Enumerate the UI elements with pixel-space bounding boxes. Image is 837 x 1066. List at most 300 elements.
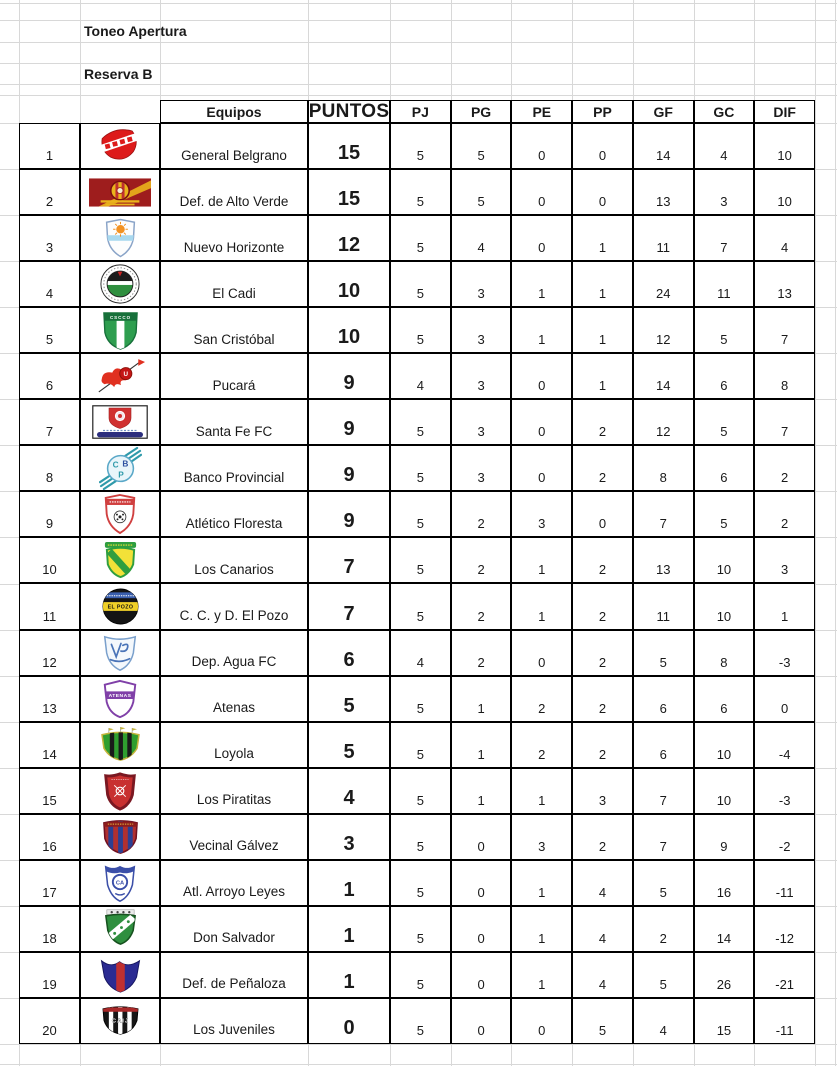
team-name: General Belgrano: [181, 147, 287, 163]
stat-value: -11: [775, 1022, 794, 1038]
team-logo-cell[interactable]: [80, 491, 160, 537]
stat-cell-pg[interactable]: [451, 906, 512, 952]
position-cell[interactable]: [19, 630, 80, 676]
stat-cell-gf[interactable]: [633, 906, 694, 952]
stat-cell-pe[interactable]: [511, 123, 572, 169]
stat-cell-pe[interactable]: [511, 261, 572, 307]
stat-cell-pg[interactable]: [451, 676, 512, 722]
stat-cell-dif[interactable]: [754, 998, 815, 1044]
position-cell[interactable]: [19, 123, 80, 169]
team-name-cell[interactable]: [160, 952, 308, 998]
stat-cell-pp[interactable]: [572, 445, 633, 491]
stat-cell-pe[interactable]: [511, 215, 572, 261]
stat-cell-dif[interactable]: [754, 814, 815, 860]
team-logo-cell[interactable]: [80, 215, 160, 261]
team-name: Los Canarios: [194, 561, 274, 577]
header-equipos[interactable]: Equipos: [160, 100, 308, 123]
stat-cell-gc[interactable]: [694, 215, 755, 261]
stat-cell-pp[interactable]: [572, 353, 633, 399]
stat-cell-pp[interactable]: [572, 768, 633, 814]
team-logo-cell[interactable]: [80, 169, 160, 215]
stat-cell-gc[interactable]: [694, 353, 755, 399]
stat-cell-pe[interactable]: [511, 445, 572, 491]
gridline-h: [0, 3, 837, 4]
stat-value: 8: [659, 470, 667, 486]
team-name-cell[interactable]: [160, 307, 308, 353]
stat-cell-pj[interactable]: [390, 906, 451, 952]
stat-cell-dif[interactable]: [754, 445, 815, 491]
stat-cell-gc[interactable]: [694, 537, 755, 583]
team-logo-cell[interactable]: [80, 860, 160, 906]
position-cell[interactable]: [19, 169, 80, 215]
team-name-cell[interactable]: [160, 998, 308, 1044]
division-title-cell[interactable]: Reserva B: [84, 65, 153, 82]
stat-cell-gf[interactable]: [633, 123, 694, 169]
stat-cell-pp[interactable]: [572, 123, 633, 169]
team-logo-elcadi: [99, 263, 141, 305]
puntos-cell[interactable]: [308, 722, 390, 768]
stat-cell-pj[interactable]: [390, 814, 451, 860]
stat-value: 5: [416, 930, 424, 946]
svg-text:CAIJ: CAIJ: [111, 1018, 129, 1025]
stat-cell-gf[interactable]: [633, 307, 694, 353]
stat-value: 7: [781, 424, 789, 440]
team-logo-cell[interactable]: [80, 399, 160, 445]
stat-cell-pe[interactable]: [511, 583, 572, 629]
stat-cell-pj[interactable]: [390, 768, 451, 814]
puntos-cell[interactable]: [308, 860, 390, 906]
stat-value: 1: [538, 884, 546, 900]
team-logo-cell[interactable]: [80, 353, 160, 399]
team-name: Los Piratitas: [196, 792, 272, 808]
stat-cell-pg[interactable]: [451, 998, 512, 1044]
puntos-value: 15: [337, 188, 361, 211]
stat-cell-gf[interactable]: [633, 630, 694, 676]
team-name: Atenas: [212, 700, 256, 716]
stat-cell-pp[interactable]: [572, 169, 633, 215]
team-logo-cell[interactable]: [80, 814, 160, 860]
stat-cell-pj[interactable]: [390, 630, 451, 676]
header-gc[interactable]: GC: [694, 100, 755, 123]
team-logo-cell[interactable]: [80, 537, 160, 583]
team-name-cell[interactable]: [160, 860, 308, 906]
stat-cell-pj[interactable]: [390, 307, 451, 353]
team-name-cell[interactable]: [160, 630, 308, 676]
position-number: 9: [45, 516, 54, 532]
stat-cell-pg[interactable]: [451, 169, 512, 215]
stat-value: 5: [416, 424, 424, 440]
stat-value: 12: [655, 332, 671, 348]
stat-cell-pg[interactable]: [451, 583, 512, 629]
stat-cell-gf[interactable]: [633, 998, 694, 1044]
team-name-cell[interactable]: [160, 261, 308, 307]
stat-cell-pj[interactable]: [390, 399, 451, 445]
stat-value: 1: [538, 562, 546, 578]
team-logo-cell[interactable]: [80, 583, 160, 629]
team-name-cell[interactable]: [160, 768, 308, 814]
puntos-cell[interactable]: [308, 353, 390, 399]
stat-cell-pj[interactable]: [390, 353, 451, 399]
stat-cell-pj[interactable]: [390, 215, 451, 261]
stat-cell-pe[interactable]: [511, 998, 572, 1044]
stat-cell-gf[interactable]: [633, 722, 694, 768]
team-logo-atenas: [99, 679, 141, 719]
stat-cell-pj[interactable]: [390, 445, 451, 491]
stat-cell-pp[interactable]: [572, 399, 633, 445]
stat-cell-pg[interactable]: [451, 860, 512, 906]
standings-table: [19, 100, 815, 1044]
team-logo-cell[interactable]: [80, 998, 160, 1044]
position-cell[interactable]: [19, 952, 80, 998]
position-cell[interactable]: [19, 399, 80, 445]
position-cell[interactable]: [19, 676, 80, 722]
header-gf[interactable]: GF: [633, 100, 694, 123]
stat-cell-pj[interactable]: [390, 952, 451, 998]
stat-cell-gf[interactable]: [633, 583, 694, 629]
stat-cell-gf[interactable]: [633, 860, 694, 906]
position-cell[interactable]: [19, 998, 80, 1044]
stat-cell-pg[interactable]: [451, 537, 512, 583]
header-pg[interactable]: PG: [451, 100, 512, 123]
stat-cell-dif[interactable]: [754, 399, 815, 445]
team-logo-cell[interactable]: [80, 445, 160, 491]
stat-cell-dif[interactable]: [754, 860, 815, 906]
header-pe[interactable]: PE: [511, 100, 572, 123]
stat-cell-dif[interactable]: [754, 537, 815, 583]
stat-cell-pe[interactable]: [511, 906, 572, 952]
puntos-cell[interactable]: [308, 491, 390, 537]
stat-cell-dif[interactable]: [754, 583, 815, 629]
stat-cell-dif[interactable]: [754, 307, 815, 353]
stat-cell-pp[interactable]: [572, 630, 633, 676]
stat-cell-pg[interactable]: [451, 445, 512, 491]
stat-cell-dif[interactable]: [754, 215, 815, 261]
stat-cell-pg[interactable]: [451, 768, 512, 814]
stat-value: 2: [538, 700, 546, 716]
stat-cell-pj[interactable]: [390, 998, 451, 1044]
stat-cell-pp[interactable]: [572, 583, 633, 629]
stat-value: 13: [655, 562, 671, 578]
stat-value: 5: [416, 240, 424, 256]
stat-cell-gc[interactable]: [694, 906, 755, 952]
stat-cell-gc[interactable]: [694, 169, 755, 215]
puntos-cell[interactable]: [308, 261, 390, 307]
team-name: Def. de Alto Verde: [179, 193, 289, 209]
stat-cell-pp[interactable]: [572, 906, 633, 952]
stat-cell-gf[interactable]: [633, 814, 694, 860]
puntos-cell[interactable]: [308, 215, 390, 261]
team-name: El Cadi: [212, 285, 256, 301]
stat-value: 1: [477, 700, 485, 716]
stat-cell-gc[interactable]: [694, 307, 755, 353]
stat-cell-pe[interactable]: [511, 860, 572, 906]
stat-cell-pg[interactable]: [451, 399, 512, 445]
puntos-cell[interactable]: [308, 307, 390, 353]
position-cell[interactable]: [19, 445, 80, 491]
team-name: San Cristóbal: [193, 331, 275, 347]
stat-cell-gf[interactable]: [633, 491, 694, 537]
stat-cell-gc[interactable]: [694, 445, 755, 491]
stat-cell-dif[interactable]: [754, 676, 815, 722]
stat-cell-pg[interactable]: [451, 307, 512, 353]
stat-cell-pp[interactable]: [572, 998, 633, 1044]
puntos-cell[interactable]: [308, 537, 390, 583]
stat-cell-pp[interactable]: [572, 491, 633, 537]
stat-value: 2: [477, 654, 485, 670]
stat-cell-dif[interactable]: [754, 123, 815, 169]
stat-cell-dif[interactable]: [754, 169, 815, 215]
stat-value: 0: [538, 654, 546, 670]
position-cell[interactable]: [19, 215, 80, 261]
stat-cell-pe[interactable]: [511, 399, 572, 445]
stat-value: 0: [538, 470, 546, 486]
header-pj[interactable]: PJ: [390, 100, 451, 123]
stat-cell-pj[interactable]: [390, 123, 451, 169]
stat-cell-pp[interactable]: [572, 676, 633, 722]
stat-cell-pp[interactable]: [572, 952, 633, 998]
stat-cell-pe[interactable]: [511, 676, 572, 722]
stat-cell-pe[interactable]: [511, 630, 572, 676]
team-name-cell[interactable]: [160, 215, 308, 261]
puntos-value: 9: [343, 510, 355, 533]
stat-cell-pg[interactable]: [451, 814, 512, 860]
team-name-cell[interactable]: [160, 722, 308, 768]
stat-cell-pe[interactable]: [511, 768, 572, 814]
stat-cell-dif[interactable]: [754, 906, 815, 952]
team-name-cell[interactable]: [160, 399, 308, 445]
team-name-cell[interactable]: [160, 169, 308, 215]
position-cell[interactable]: [19, 860, 80, 906]
puntos-cell[interactable]: [308, 768, 390, 814]
stat-value: 5: [720, 516, 728, 532]
stat-value: 2: [598, 608, 607, 624]
team-logo-cell[interactable]: [80, 722, 160, 768]
team-name-cell[interactable]: [160, 123, 308, 169]
stat-value: 1: [781, 608, 789, 624]
stat-cell-gf[interactable]: [633, 537, 694, 583]
header-dif[interactable]: DIF: [754, 100, 815, 123]
team-name-cell[interactable]: [160, 445, 308, 491]
puntos-value: 9: [343, 418, 355, 441]
team-name: Pucará: [212, 377, 256, 393]
team-logo-donsalvador: [98, 909, 143, 948]
position-cell[interactable]: [19, 353, 80, 399]
header-pp[interactable]: PP: [572, 100, 633, 123]
stat-value: 5: [416, 838, 424, 854]
team-logo-cell[interactable]: [80, 676, 160, 722]
stat-cell-pg[interactable]: [451, 722, 512, 768]
stat-cell-pe[interactable]: [511, 537, 572, 583]
puntos-value: 0: [343, 1016, 355, 1039]
stat-cell-gf[interactable]: [633, 169, 694, 215]
stat-cell-pj[interactable]: [390, 583, 451, 629]
stat-cell-pj[interactable]: [390, 169, 451, 215]
stat-value: 0: [538, 194, 546, 210]
puntos-cell[interactable]: [308, 399, 390, 445]
svg-text:CA: CA: [115, 880, 125, 887]
puntos-cell[interactable]: [308, 445, 390, 491]
header-puntos[interactable]: PUNTOS: [308, 101, 390, 122]
team-name: Loyola: [214, 746, 254, 762]
stat-cell-pp[interactable]: [572, 215, 633, 261]
stat-cell-gf[interactable]: [633, 215, 694, 261]
stat-cell-gc[interactable]: [694, 399, 755, 445]
stat-cell-pe[interactable]: [511, 491, 572, 537]
team-name-cell[interactable]: [160, 676, 308, 722]
team-logo-cell[interactable]: [80, 307, 160, 353]
stat-cell-pg[interactable]: [451, 630, 512, 676]
stat-cell-pj[interactable]: [390, 537, 451, 583]
puntos-cell[interactable]: [308, 630, 390, 676]
stat-cell-pe[interactable]: [511, 169, 572, 215]
stat-value: 2: [477, 608, 485, 624]
puntos-cell[interactable]: [308, 123, 390, 169]
tournament-title-cell[interactable]: Toneo Apertura: [84, 23, 187, 39]
stat-cell-gf[interactable]: [633, 445, 694, 491]
stat-cell-pg[interactable]: [451, 952, 512, 998]
stat-cell-pp[interactable]: [572, 307, 633, 353]
stat-cell-gc[interactable]: [694, 814, 755, 860]
team-name-cell[interactable]: [160, 906, 308, 952]
stat-cell-gc[interactable]: [694, 261, 755, 307]
stat-cell-gf[interactable]: [633, 676, 694, 722]
stat-cell-gc[interactable]: [694, 952, 755, 998]
stat-cell-pj[interactable]: [390, 676, 451, 722]
stat-cell-gf[interactable]: [633, 952, 694, 998]
team-logo-cell[interactable]: [80, 261, 160, 307]
team-name-cell[interactable]: [160, 353, 308, 399]
stat-cell-gc[interactable]: [694, 676, 755, 722]
position-cell[interactable]: [19, 261, 80, 307]
position-number: 18: [42, 930, 57, 946]
stat-cell-gf[interactable]: [633, 399, 694, 445]
stat-value: 3: [598, 792, 607, 808]
puntos-cell[interactable]: [308, 952, 390, 998]
stat-value: 0: [477, 838, 485, 854]
stat-cell-pg[interactable]: [451, 491, 512, 537]
position-cell[interactable]: [19, 814, 80, 860]
stat-cell-pp[interactable]: [572, 722, 633, 768]
stat-cell-gc[interactable]: [694, 630, 755, 676]
stat-cell-pj[interactable]: [390, 261, 451, 307]
stat-cell-dif[interactable]: [754, 491, 815, 537]
stat-cell-pj[interactable]: [390, 722, 451, 768]
team-logo-cell[interactable]: [80, 123, 160, 169]
stat-cell-dif[interactable]: [754, 952, 815, 998]
stat-cell-gf[interactable]: [633, 353, 694, 399]
team-name-cell[interactable]: [160, 583, 308, 629]
stat-cell-pe[interactable]: [511, 814, 572, 860]
team-logo-cell[interactable]: [80, 630, 160, 676]
stat-cell-dif[interactable]: [754, 261, 815, 307]
stat-value: 5: [416, 516, 424, 532]
stat-cell-gf[interactable]: [633, 768, 694, 814]
team-name: Vecinal Gálvez: [189, 838, 279, 854]
stat-value: 0: [477, 976, 485, 992]
stat-value: 1: [538, 286, 546, 302]
stat-value: 0: [477, 884, 485, 900]
stat-cell-gf[interactable]: [633, 261, 694, 307]
team-logo-cell[interactable]: [80, 906, 160, 952]
team-name-cell[interactable]: [160, 491, 308, 537]
position-cell[interactable]: [19, 722, 80, 768]
team-logo-arroyo: [99, 862, 141, 904]
team-logo-cell[interactable]: [80, 952, 160, 998]
position-cell[interactable]: [19, 768, 80, 814]
stat-value: 0: [598, 194, 607, 210]
team-name-cell[interactable]: [160, 814, 308, 860]
stat-cell-pp[interactable]: [572, 860, 633, 906]
stat-cell-pe[interactable]: [511, 307, 572, 353]
stat-cell-pg[interactable]: [451, 123, 512, 169]
puntos-value: 7: [343, 556, 355, 579]
position-cell[interactable]: [19, 537, 80, 583]
stat-cell-gc[interactable]: [694, 491, 755, 537]
stat-cell-pe[interactable]: [511, 353, 572, 399]
stat-cell-pg[interactable]: [451, 353, 512, 399]
puntos-cell[interactable]: [308, 814, 390, 860]
position-number: 3: [45, 240, 54, 256]
stat-cell-pg[interactable]: [451, 261, 512, 307]
stat-cell-dif[interactable]: [754, 768, 815, 814]
stat-cell-pp[interactable]: [572, 261, 633, 307]
position-cell[interactable]: [19, 491, 80, 537]
puntos-cell[interactable]: [308, 998, 390, 1044]
stat-value: 3: [477, 424, 485, 440]
stat-value: 1: [538, 608, 546, 624]
puntos-cell[interactable]: [308, 906, 390, 952]
position-cell[interactable]: [19, 906, 80, 952]
stat-cell-gc[interactable]: [694, 860, 755, 906]
team-logo-cell[interactable]: [80, 768, 160, 814]
stat-cell-pj[interactable]: [390, 491, 451, 537]
stat-value: 10: [777, 194, 792, 210]
stat-cell-pg[interactable]: [451, 215, 512, 261]
stat-value: 5: [416, 976, 424, 992]
stat-cell-pp[interactable]: [572, 814, 633, 860]
puntos-cell[interactable]: [308, 169, 390, 215]
puntos-cell[interactable]: [308, 583, 390, 629]
header-spacer: [19, 100, 160, 123]
stat-value: 3: [477, 286, 485, 302]
position-number: 1: [45, 148, 54, 164]
stat-cell-pe[interactable]: [511, 952, 572, 998]
stat-value: 0: [538, 240, 546, 256]
team-name: Nuevo Horizonte: [183, 239, 285, 255]
stat-value: 4: [781, 240, 789, 256]
stat-value: 2: [598, 838, 607, 854]
stat-cell-pe[interactable]: [511, 722, 572, 768]
position-cell[interactable]: [19, 307, 80, 353]
position-number: 12: [42, 654, 57, 670]
stat-cell-gc[interactable]: [694, 768, 755, 814]
position-cell[interactable]: [19, 583, 80, 629]
stat-cell-pj[interactable]: [390, 860, 451, 906]
stat-cell-gc[interactable]: [694, 998, 755, 1044]
stat-value: 10: [716, 746, 732, 762]
stat-cell-gc[interactable]: [694, 583, 755, 629]
team-name-cell[interactable]: [160, 537, 308, 583]
stat-cell-dif[interactable]: [754, 353, 815, 399]
stat-cell-dif[interactable]: [754, 630, 815, 676]
stat-value: 2: [598, 424, 607, 440]
stat-cell-dif[interactable]: [754, 722, 815, 768]
stat-cell-gc[interactable]: [694, 722, 755, 768]
stat-cell-pp[interactable]: [572, 537, 633, 583]
puntos-cell[interactable]: [308, 676, 390, 722]
position-number: 8: [45, 470, 54, 486]
stat-cell-gc[interactable]: [694, 123, 755, 169]
